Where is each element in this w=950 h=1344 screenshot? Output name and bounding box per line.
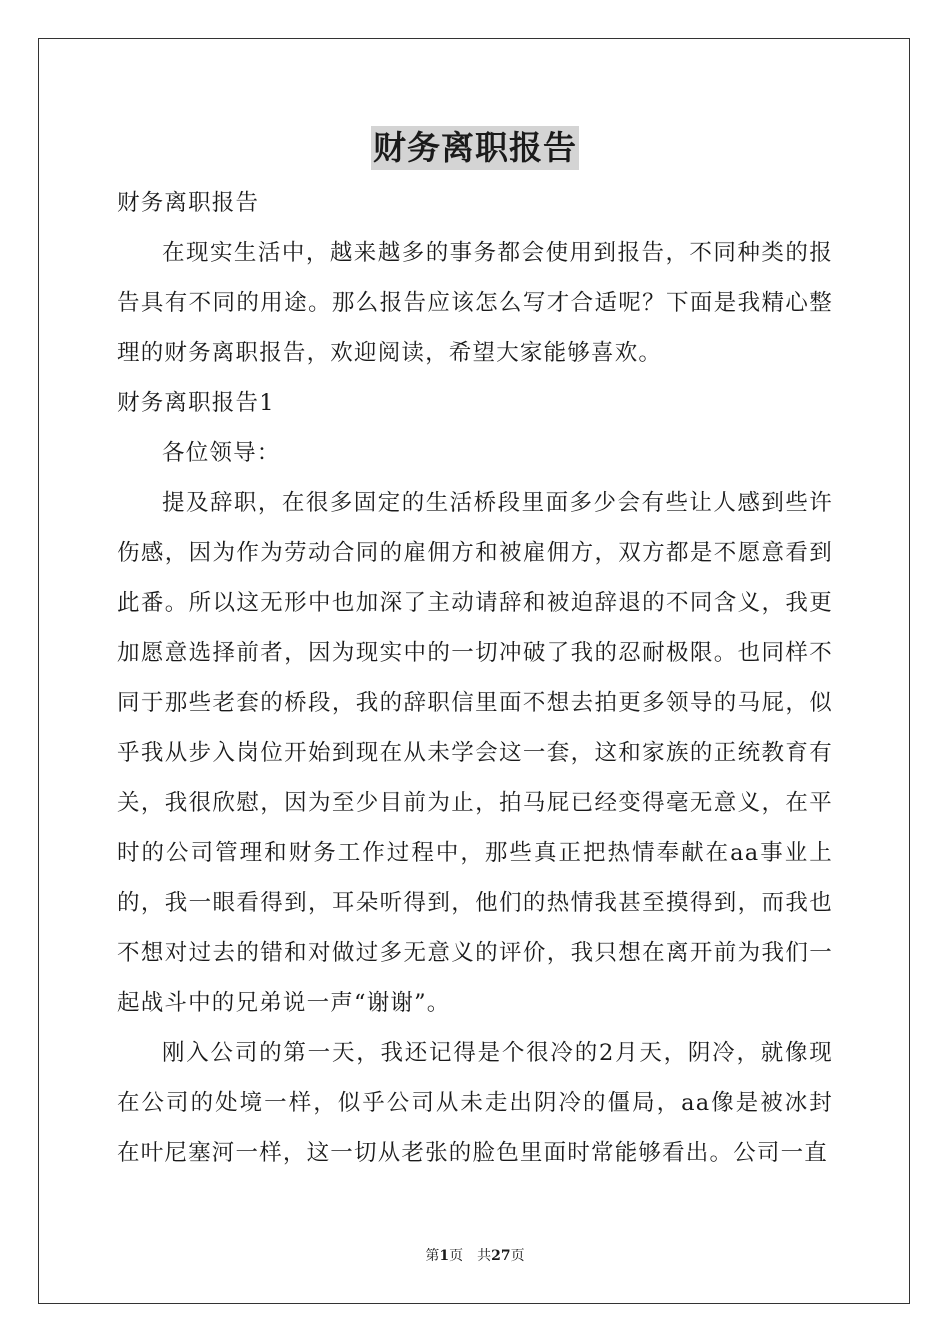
total-prefix: 共 [477,1248,492,1264]
current-page-number: 1 [439,1248,450,1264]
subtitle-line: 财务离职报告 [117,190,260,216]
page-suffix: 页 [449,1248,464,1264]
page-footer [0,1246,950,1266]
section-heading: 财务离职报告1 [117,390,275,416]
total-page-number: 27 [491,1248,511,1264]
document-body [117,178,833,1178]
page-prefix: 第 [425,1248,440,1264]
body-paragraph: 提及辞职，在很多固定的生活桥段里面多少会有些让人感到些许伤感，因为作为劳动合同的雇佣方和被雇佣方，双方都是不愿意看到此番。所以这无形中也加深了主动请辞和被迫辞退的不同含义，我更加愿意选择前者，因为现实中的一切冲破了我的忍耐极限。也同样不同于那些老套的桥段，我的辞职信里面不想去拍更多领导的马屁，似乎我从步入岗位开始到现在从未学会这一套，这和家族的正统教育有关，我很欣慰，因为至少目前为止，拍马屁已经变得毫无意义，在平时的公司管理和财务工作过程中，那些真正把热情奉献在aa事业上的，我一眼看得到，耳朵听得到，他们的热情我甚至摸得到，而我也不想对过去的错和对做过多无意义的评价，我只想在离开前为我们一起战斗中的兄弟说一声“谢谢”。 [117,490,833,1016]
title-container [0,126,950,170]
total-suffix: 页 [510,1248,525,1264]
body-paragraph: 刚入公司的第一天，我还记得是个很冷的2月天，阴冷，就像现在公司的处境一样，似乎公司从未走出阴冷的僵局，aa像是被冰封在叶尼塞河一样，这一切从老张的脸色里面时常能够看出。公司一直 [117,1040,833,1166]
salutation: 各位领导： [162,440,281,466]
document-title: 财务离职报告 [371,126,579,170]
intro-paragraph: 在现实生活中，越来越多的事务都会使用到报告，不同种类的报告具有不同的用途。那么报告应该怎么写才合适呢？下面是我精心整理的财务离职报告，欢迎阅读，希望大家能够喜欢。 [117,240,833,366]
